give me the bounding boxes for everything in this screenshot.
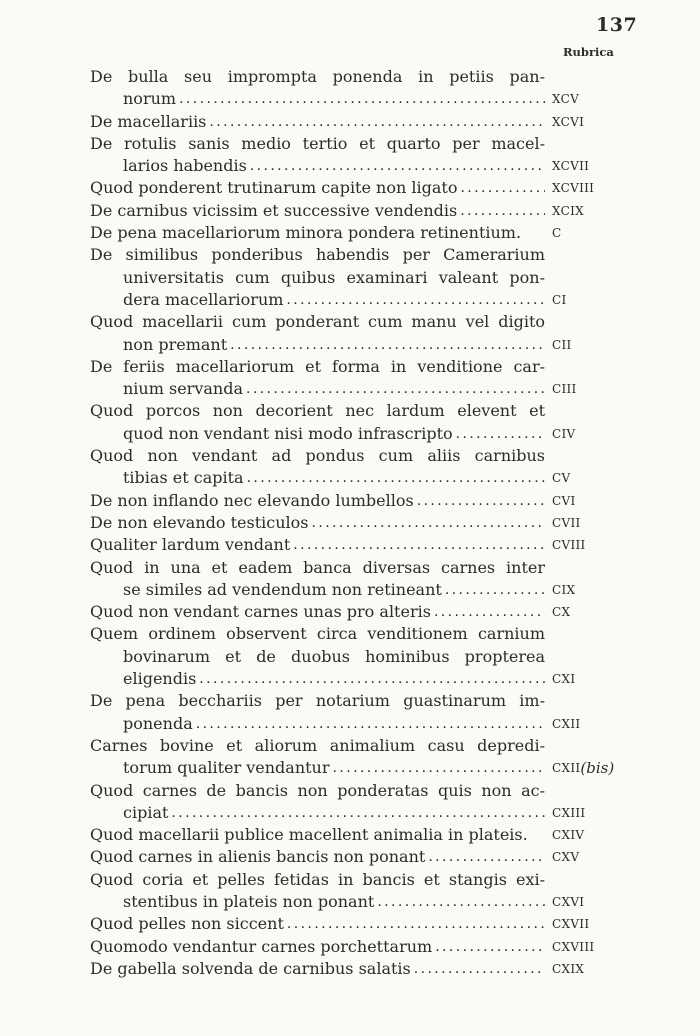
rubric-number: XCVII bbox=[552, 159, 590, 174]
entry-text: Quod porcos non decorient nec lardum elevent et bbox=[90, 401, 545, 421]
rubric-number: CXIV bbox=[552, 828, 585, 843]
toc-entry bbox=[90, 222, 650, 244]
toc-entry-line bbox=[90, 356, 650, 378]
toc-entry-line bbox=[90, 646, 650, 668]
dot-leader bbox=[247, 467, 545, 489]
toc-entry-line bbox=[90, 400, 650, 422]
toc-entry-line bbox=[90, 824, 650, 846]
entry-text: Carnes bovine et aliorum animalium casu depredi- bbox=[90, 735, 545, 755]
toc-entry-line bbox=[90, 780, 650, 802]
entry-text bbox=[123, 891, 545, 913]
toc-entry-line bbox=[90, 601, 650, 623]
page-number: 137 bbox=[596, 14, 638, 36]
toc-entry bbox=[90, 780, 650, 825]
entry-text: Quod carnes de bancis non ponderatas quis non ac- bbox=[90, 780, 545, 800]
toc-entry bbox=[90, 133, 650, 178]
entry-text bbox=[123, 334, 545, 356]
rubric-number: CXIII bbox=[552, 805, 586, 820]
dot-leader bbox=[287, 913, 545, 935]
toc-entry-line bbox=[90, 378, 650, 400]
toc-entry-line bbox=[90, 846, 650, 868]
entry-text bbox=[90, 534, 545, 556]
toc-entry-line bbox=[90, 623, 650, 645]
entry-text bbox=[90, 200, 545, 222]
rubric-number: CXII bbox=[552, 761, 581, 776]
rubric-note: (bis) bbox=[580, 759, 615, 778]
toc-entry-line bbox=[90, 222, 650, 244]
toc-entry-line bbox=[90, 891, 650, 913]
rubric-number: CII bbox=[552, 337, 572, 352]
toc-entry-line bbox=[90, 490, 650, 512]
toc-entry bbox=[90, 490, 650, 512]
entry-text: De similibus ponderibus habendis per Camerarium bbox=[90, 245, 545, 265]
toc-entry bbox=[90, 111, 650, 133]
dot-leader bbox=[312, 512, 546, 534]
entry-title-text: stentibus in plateis non ponant bbox=[123, 891, 375, 911]
toc-entry bbox=[90, 356, 650, 401]
entry-title-text: dera macellariorum bbox=[123, 289, 284, 309]
dot-leader bbox=[246, 378, 545, 400]
toc-entry bbox=[90, 690, 650, 735]
entry-text bbox=[123, 802, 545, 824]
toc-entry-line bbox=[90, 111, 650, 133]
toc-entry bbox=[90, 869, 650, 914]
dot-leader bbox=[171, 802, 545, 824]
entry-text: Quod in una et eadem banca diversas carnes inter bbox=[90, 557, 545, 577]
entry-text bbox=[90, 824, 545, 846]
entry-title-text: Quomodo vendantur carnes porchettarum bbox=[90, 936, 433, 956]
entry-text bbox=[123, 757, 545, 779]
toc-entry bbox=[90, 913, 650, 935]
entry-text bbox=[123, 88, 545, 110]
rubric-number: CXVIII bbox=[552, 939, 595, 954]
toc-entry bbox=[90, 557, 650, 602]
toc-entry bbox=[90, 445, 650, 490]
entry-text bbox=[123, 579, 545, 601]
toc-entry bbox=[90, 936, 650, 958]
entry-title-text: De non elevando testiculos bbox=[90, 512, 309, 532]
entry-text bbox=[90, 111, 545, 133]
entry-title-text: eligendis bbox=[123, 669, 197, 689]
toc-entry-line bbox=[90, 534, 650, 556]
toc-entry-line bbox=[90, 423, 650, 445]
dot-leader bbox=[377, 891, 545, 913]
rubric-number: CXI bbox=[552, 672, 576, 687]
entry-text: De pena becchariis per notarium guastinarum im- bbox=[90, 691, 545, 711]
entry-text: Quod coria et pelles fetidas in bancis et stangis exi- bbox=[90, 869, 545, 889]
rubric-number: CXIX bbox=[552, 961, 585, 976]
entry-title-text: Quod carnes in alienis bancis non ponant bbox=[90, 847, 426, 867]
toc-entry-line bbox=[90, 467, 650, 489]
toc-entry bbox=[90, 66, 650, 111]
rubric-number: CIX bbox=[552, 582, 576, 597]
entry-text bbox=[90, 601, 545, 623]
entry-title-text: Quod non vendant carnes unas pro alteris bbox=[90, 602, 431, 622]
dot-leader bbox=[230, 334, 545, 356]
entry-title-text: Quod pelles non siccent bbox=[90, 914, 284, 934]
toc-entry bbox=[90, 311, 650, 356]
toc-entry-line bbox=[90, 936, 650, 958]
rubric-number: CXV bbox=[552, 850, 580, 865]
entry-text bbox=[90, 846, 545, 868]
entry-text bbox=[90, 177, 545, 199]
rubric-number: CVII bbox=[552, 515, 581, 530]
toc-entry bbox=[90, 200, 650, 222]
rubric-number: XCIX bbox=[552, 203, 584, 218]
toc-entry-line bbox=[90, 802, 650, 824]
entry-title-text: Quod ponderent trutinarum capite non ligato bbox=[90, 178, 458, 198]
entry-text bbox=[123, 155, 545, 177]
entry-title-text: Qualiter lardum vendant bbox=[90, 535, 291, 555]
entry-text bbox=[90, 222, 545, 244]
toc-entry-line bbox=[90, 713, 650, 735]
entry-title-text: De macellariis bbox=[90, 111, 207, 131]
entry-text bbox=[90, 936, 545, 958]
entry-title-text: se similes ad vendendum non retineant bbox=[123, 579, 442, 599]
dot-leader bbox=[460, 177, 545, 199]
toc-entry-line bbox=[90, 557, 650, 579]
column-label-rubrica: Rubrica bbox=[563, 45, 614, 59]
toc-entry-line bbox=[90, 66, 650, 88]
toc-entry-line bbox=[90, 177, 650, 199]
rubric-number: CX bbox=[552, 605, 571, 620]
entry-text: De feriis macellariorum et forma in venditione car- bbox=[90, 356, 545, 376]
toc-entry-line bbox=[90, 869, 650, 891]
entry-title-text: quod non vendant nisi modo infrascripto bbox=[123, 423, 453, 443]
toc-entry-line bbox=[90, 311, 650, 333]
toc-entry bbox=[90, 534, 650, 556]
entry-text: Quod macellarii cum ponderant cum manu vel digito bbox=[90, 312, 545, 332]
toc-entry-line bbox=[90, 757, 650, 779]
entry-title-text: De pena macellariorum minora pondera retinentium. bbox=[90, 223, 522, 243]
rubric-number: CXVI bbox=[552, 894, 585, 909]
toc-entry-line bbox=[90, 334, 650, 356]
table-of-contents bbox=[90, 66, 650, 980]
dot-leader bbox=[333, 757, 545, 779]
toc-entry bbox=[90, 400, 650, 445]
entry-text bbox=[90, 490, 545, 512]
toc-entry-line bbox=[90, 579, 650, 601]
entry-title-text: nium servanda bbox=[123, 379, 243, 399]
dot-leader bbox=[460, 200, 545, 222]
entry-text bbox=[123, 423, 545, 445]
entry-title-text: norum bbox=[123, 89, 177, 109]
entry-text: Quem ordinem observent circa venditionem carnium bbox=[90, 624, 545, 644]
dot-leader bbox=[414, 958, 545, 980]
toc-entry-line bbox=[90, 267, 650, 289]
dot-leader bbox=[456, 423, 545, 445]
toc-entry-line bbox=[90, 668, 650, 690]
entry-title-text: De gabella solvenda de carnibus salatis bbox=[90, 958, 411, 978]
toc-entry bbox=[90, 735, 650, 780]
toc-entry bbox=[90, 846, 650, 868]
rubric-number: CXII bbox=[552, 716, 581, 731]
entry-text bbox=[90, 913, 545, 935]
dot-leader bbox=[196, 713, 545, 735]
dot-leader bbox=[250, 155, 545, 177]
entry-title-text: De non inflando nec elevando lumbellos bbox=[90, 490, 414, 510]
toc-entry-line bbox=[90, 512, 650, 534]
entry-text bbox=[90, 958, 545, 980]
toc-entry-line bbox=[90, 200, 650, 222]
toc-entry bbox=[90, 623, 650, 690]
dot-leader bbox=[434, 601, 545, 623]
entry-text bbox=[123, 668, 545, 690]
toc-entry bbox=[90, 244, 650, 311]
toc-entry bbox=[90, 958, 650, 980]
rubric-number: C bbox=[552, 226, 562, 241]
entry-text bbox=[123, 467, 545, 489]
rubric-number: XCVI bbox=[552, 114, 585, 129]
entry-text bbox=[123, 378, 545, 400]
toc-entry bbox=[90, 177, 650, 199]
rubric-number: CIII bbox=[552, 382, 577, 397]
rubric-number: CI bbox=[552, 292, 567, 307]
entry-text: De bulla seu imprompta ponenda in petiis pan- bbox=[90, 67, 545, 86]
dot-leader bbox=[286, 289, 545, 311]
toc-entry-line bbox=[90, 445, 650, 467]
entry-title-text: Quod macellarii publice macellent animalia in plateis. bbox=[90, 825, 528, 845]
entry-text: De rotulis sanis medio tertio et quarto per macel- bbox=[90, 133, 545, 153]
dot-leader bbox=[293, 534, 545, 556]
entry-title-text: torum qualiter vendantur bbox=[123, 758, 330, 778]
toc-entry bbox=[90, 824, 650, 846]
rubric-number: CIV bbox=[552, 426, 576, 441]
toc-entry-line bbox=[90, 133, 650, 155]
entry-text: universitatis cum quibus examinari valeant pon- bbox=[123, 267, 545, 287]
toc-entry-line bbox=[90, 690, 650, 712]
toc-entry-line bbox=[90, 913, 650, 935]
dot-leader bbox=[417, 490, 545, 512]
entry-title-text: tibias et capita bbox=[123, 468, 244, 488]
dot-leader bbox=[428, 846, 545, 868]
dot-leader bbox=[445, 579, 545, 601]
entry-title-text: larios habendis bbox=[123, 156, 247, 176]
entry-title-text: ponenda bbox=[123, 713, 193, 733]
toc-entry-line bbox=[90, 155, 650, 177]
rubric-number: CVIII bbox=[552, 538, 586, 553]
entry-text bbox=[123, 289, 545, 311]
rubric-number: CXVII bbox=[552, 917, 590, 932]
entry-text bbox=[90, 512, 545, 534]
entry-title-text: De carnibus vicissim et successive vendendis bbox=[90, 200, 458, 220]
rubric-number: CVI bbox=[552, 493, 576, 508]
toc-entry-line bbox=[90, 289, 650, 311]
rubric-number: XCVIII bbox=[552, 181, 595, 196]
dot-leader bbox=[209, 111, 545, 133]
toc-entry bbox=[90, 601, 650, 623]
entry-title-text: non premant bbox=[123, 334, 228, 354]
entry-text: Quod non vendant ad pondus cum aliis carnibus bbox=[90, 446, 545, 466]
toc-entry bbox=[90, 512, 650, 534]
toc-entry-line bbox=[90, 735, 650, 757]
dot-leader bbox=[199, 668, 545, 690]
rubric-number: XCV bbox=[552, 92, 580, 107]
entry-title-text: cipiat bbox=[123, 802, 169, 822]
dot-leader bbox=[179, 88, 545, 110]
rubric-number: CV bbox=[552, 471, 571, 486]
entry-text: bovinarum et de duobus hominibus propterea bbox=[123, 646, 545, 666]
dot-leader bbox=[435, 936, 545, 958]
toc-entry-line bbox=[90, 88, 650, 110]
toc-entry-line bbox=[90, 958, 650, 980]
toc-entry-line bbox=[90, 244, 650, 266]
entry-text bbox=[123, 713, 545, 735]
